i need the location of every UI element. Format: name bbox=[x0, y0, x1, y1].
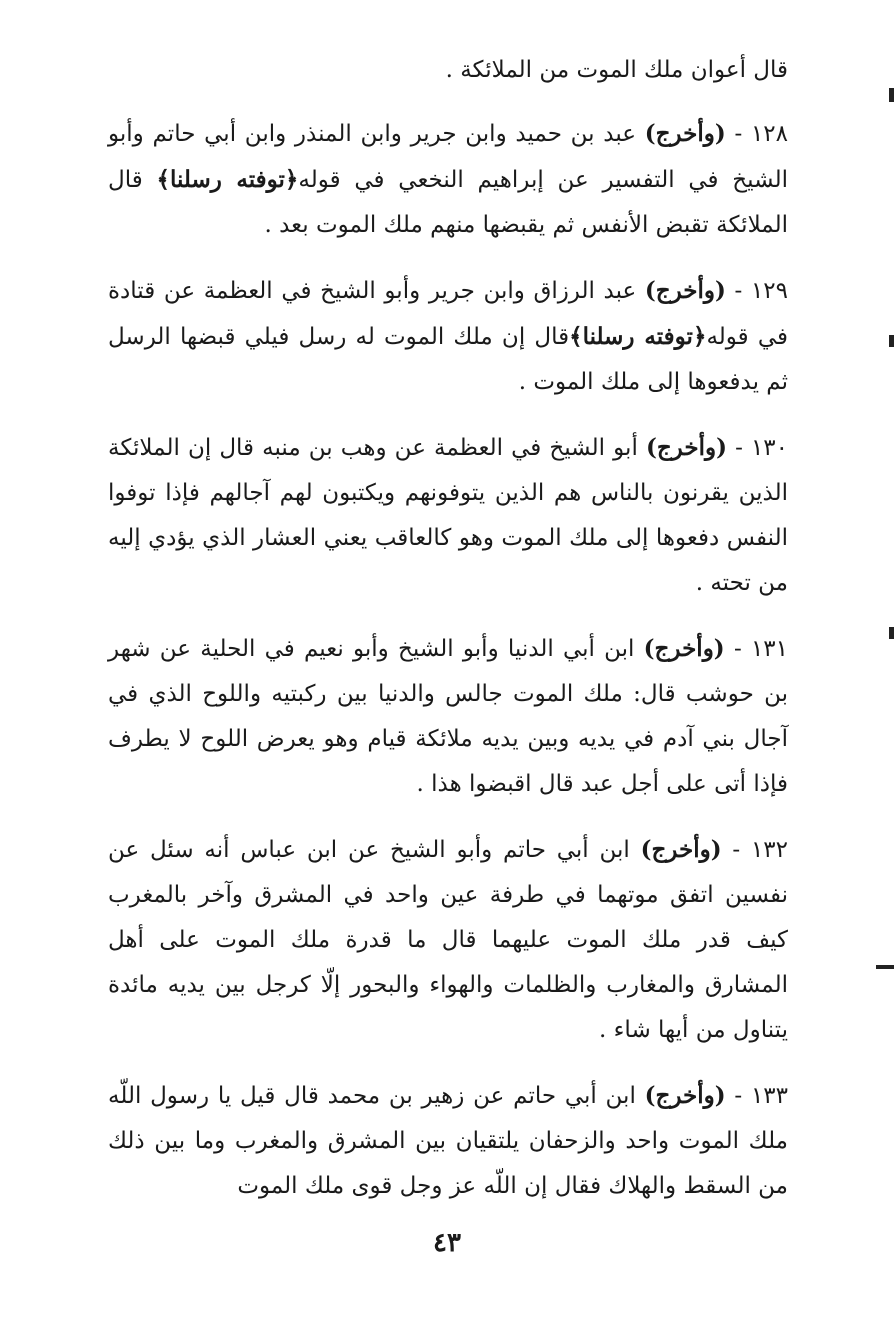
paragraph-129 bbox=[108, 268, 788, 405]
narration-lead: (وأخرج) bbox=[640, 836, 722, 863]
quranic-quote: ﴿توفته رسلنا﴾ bbox=[156, 166, 299, 193]
hadith-number: ١٣٠ - bbox=[735, 435, 789, 461]
paragraph-text: ابن أبي حاتم عن زهير بن محمد قال قيل يا رسول اللّه ملك الموت واحد والزحفان يلتقيان بين المشرق والمغرب وما بين ذلك من السقط والهلاك فقال إن اللّه عز وجل قوى ملك الموت bbox=[108, 1083, 788, 1199]
page-number: ٤٣ bbox=[433, 1228, 461, 1258]
narration-lead: (وأخرج) bbox=[644, 120, 726, 147]
quranic-quote: ﴿توفته رسلنا﴾ bbox=[569, 323, 707, 350]
scan-edge-mark bbox=[876, 965, 894, 969]
hadith-number: ١٢٨ - bbox=[734, 121, 788, 147]
paragraph-text: ابن أبي حاتم وأبو الشيخ عن ابن عباس أنه سئل عن نفسين اتفق موتهما في طرفة عين واحد في المشرق وآخر بالمغرب كيف قدر ملك الموت عليهما قال ما قدرة ملك الموت على أهل المشارق والمغارب والظلمات والهواء والبحور إلّا كرجل بين يديه مائدة يتناول من أيها شاء . bbox=[108, 837, 788, 1043]
narration-lead: (وأخرج) bbox=[643, 635, 725, 662]
hadith-number: ١٣١ - bbox=[733, 636, 788, 662]
narration-lead: (وأخرج) bbox=[644, 277, 726, 304]
paragraph-133 bbox=[108, 1073, 788, 1209]
paragraph-132 bbox=[108, 827, 788, 1053]
paragraph-text: عبد بن حميد وابن جرير وابن المنذر وابن أبي حاتم وأبو الشيخ في التفسير عن إبراهيم النخعي في قوله bbox=[108, 121, 789, 193]
paragraph-text: ابن أبي الدنيا وأبو الشيخ وأبو نعيم في الحلية عن شهر بن حوشب قال: ملك الموت جالس والدنيا بين ركبتيه واللوح الذي في آجال بني آدم في يديه وبين يديه ملائكة قيام وهو يعرض اللوح لا يطرف فإذا أتى على أجل عبد قال اقبضوا هذا . bbox=[108, 636, 788, 797]
paragraph-continuation bbox=[108, 48, 788, 93]
paragraph-text: أبو الشيخ في العظمة عن وهب بن منبه قال إن الملائكة الذين يقرنون بالناس هم الذين يتوفونهم ويكتبون لهم آجالهم فإذا توفوا النفس دفعوها إلى ملك الموت وهو كالعاقب يعني العشار الذي يؤدي إليه من تحته . bbox=[108, 435, 788, 596]
scan-edge-mark bbox=[889, 335, 894, 347]
paragraph-text: قال أعوان ملك الموت من الملائكة . bbox=[445, 57, 788, 83]
hadith-number: ١٣٢ - bbox=[732, 837, 789, 863]
scan-edge-mark bbox=[889, 627, 894, 639]
scan-edge-mark bbox=[889, 88, 894, 102]
page-body bbox=[108, 48, 788, 1229]
narration-lead: (وأخرج) bbox=[645, 434, 727, 461]
paragraph-text: قال الملائكة تقبض الأنفس ثم يقبضها منهم ملك الموت بعد . bbox=[108, 167, 788, 238]
paragraph-130 bbox=[108, 425, 788, 606]
paragraph-text: عبد الرزاق وابن جرير وأبو الشيخ في العظمة عن قتادة في قوله bbox=[108, 278, 788, 350]
paragraph-text: قال إن ملك الموت له رسل فيلي قبضها الرسل ثم يدفعوها إلى ملك الموت . bbox=[108, 324, 788, 395]
hadith-number: ١٣٣ - bbox=[734, 1083, 788, 1109]
paragraph-128 bbox=[108, 111, 788, 248]
hadith-number: ١٢٩ - bbox=[734, 278, 788, 304]
paragraph-131 bbox=[108, 626, 788, 807]
narration-lead: (وأخرج) bbox=[644, 1082, 726, 1109]
